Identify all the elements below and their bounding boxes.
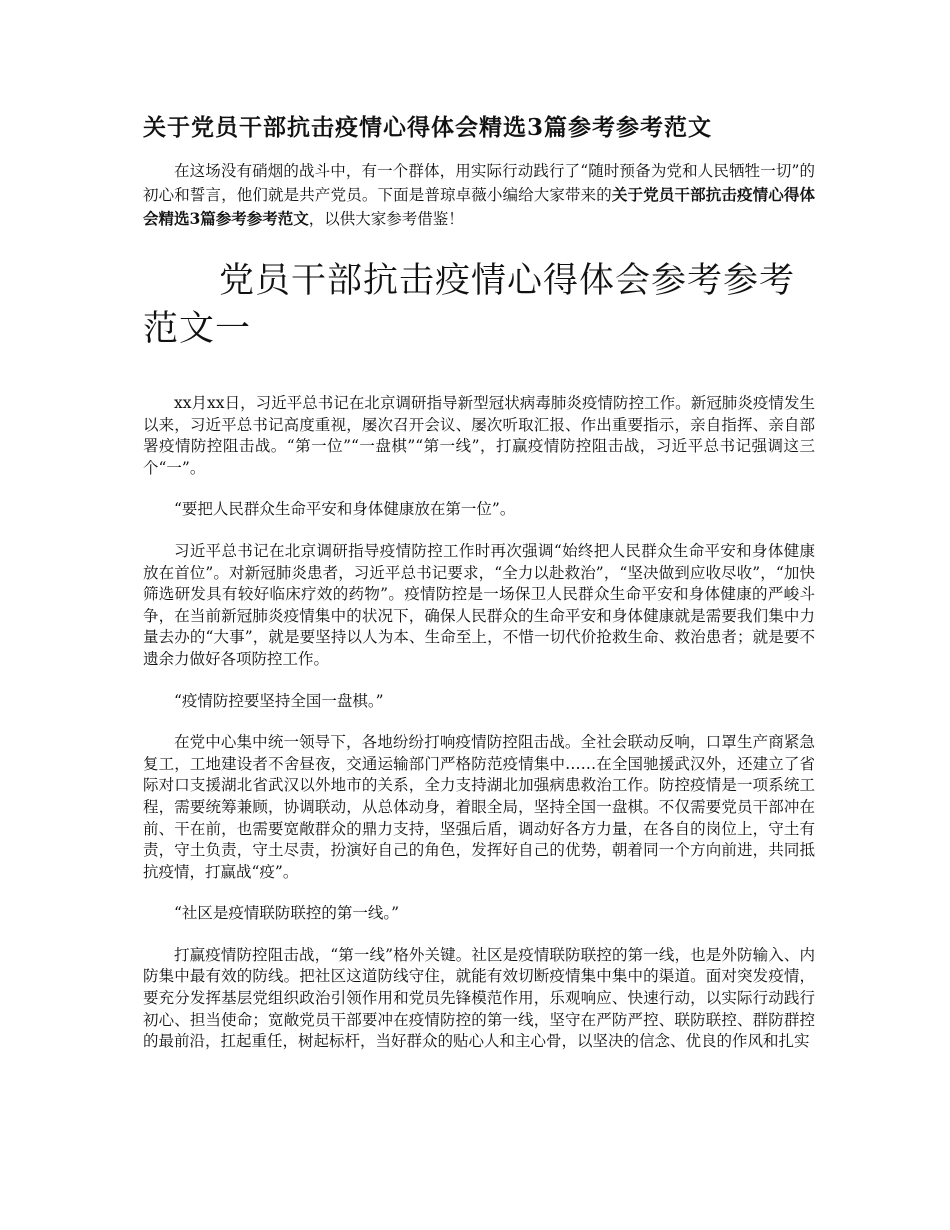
body-paragraph: “要把人民群众生命平安和身体健康放在第一位”。 xyxy=(174,500,516,519)
intro-bold-title: 关于党员干部抗击疫情心得体会精选3篇参考参考范文 xyxy=(143,185,815,228)
body-paragraph: “疫情防控要坚持全国一盘棋。” xyxy=(174,691,384,710)
document-title: 关于党员干部抗击疫情心得体会精选3篇参考参考范文 xyxy=(143,114,713,141)
body-paragraph: 在党中心集中统一领导下，各地纷纷打响疫情防控阻击战。全社会联动反响，口罩生产商紧急复工，工地建设者不舍昼夜，交通运输部门严格防范疫情集中……在全国驰援武汉外，还建立了省际对口支援湖北省武汉以外地市的关系，全力支持湖北加强病患救治工作。防控疫情是一项系统工程，需要统筹兼顾，协调联动，从总体动身，着眼全局，坚持全国一盘棋。不仅需要党员干部冲在前、干在前，也需要宽敞群众的鼎力支持，坚强后盾，调动好各方力量，在各自的岗位上，守土有责，守土负责，守土尽责，扮演好自己的角色，发挥好自己的优势，朝着同一个方向前进，共同抵抗疫情，打赢战“疫”。 xyxy=(143,733,815,881)
document-page xyxy=(143,110,815,1073)
body-paragraph: 习近平总书记在北京调研指导疫情防控工作时再次强调“始终把人民群众生命平安和身体健康放在首位”。对新冠肺炎患者，习近平总书记要求，“全力以赴救治”，“坚决做到应收尽收”，“加快筛选研发具有较好临床疗效的药物”。疫情防控是一场保卫人民群众生命平安和身体健康的严峻斗争，在当前新冠肺炎疫情集中的状况下，确保人民群众的生命平安和身体健康就是需要我们集中力量去办的“大事”，就是要坚持以人为本、生命至上，不惜一切代价抢救生命、救治患者；就是要不遗余力做好各项防控工作。 xyxy=(143,541,815,668)
body-paragraph: 打赢疫情防控阻击战，“第一线”格外关键。社区是疫情联防联控的第一线，也是外防输入、内防集中最有效的防线。把社区这道防线守住，就能有效切断疫情集中集中的渠道。面对突发疫情，要充分发挥基层党组织政治引领作用和党员先锋模范作用，乐观响应、快速行动，以实际行动践行初心、担当使命；宽敞党员干部要冲在疫情防控的第一线，坚守在严防严控、联防联控、群防群控的最前沿，扛起重任，树起标杆，当好群众的贴心人和主心骨，以坚决的信念、优良的作风和扎实 xyxy=(143,945,815,1051)
section-title: 党员干部抗击疫情心得体会参考参考范文一 xyxy=(143,261,796,349)
intro-text: 在这场没有硝烟的战斗中，有一个群体，用实际行动践行了“随时预备为党和人民牺牲一切”的初心和誓言，他们就是共产党员。下面是普琼卓薇小编给大家带来的 xyxy=(143,162,815,204)
body-paragraph: “社区是疫情联防联控的第一线。” xyxy=(174,904,400,923)
intro-text-end: ，以供大家参考借鉴！ xyxy=(308,210,464,228)
intro-paragraph xyxy=(143,160,815,231)
body-paragraph: xx月xx日，习近平总书记在北京调研指导新型冠状病毒肺炎疫情防控工作。新冠肺炎疫情发生以来，习近平总书记高度重视，屡次召开会议、屡次听取汇报、作出重要指示，亲自指挥、亲自部署疫情防控阻击战。“第一位”“一盘棋”“第一线”，打赢疫情防控阻击战，习近平总书记强调这三个“一”。 xyxy=(143,394,815,477)
